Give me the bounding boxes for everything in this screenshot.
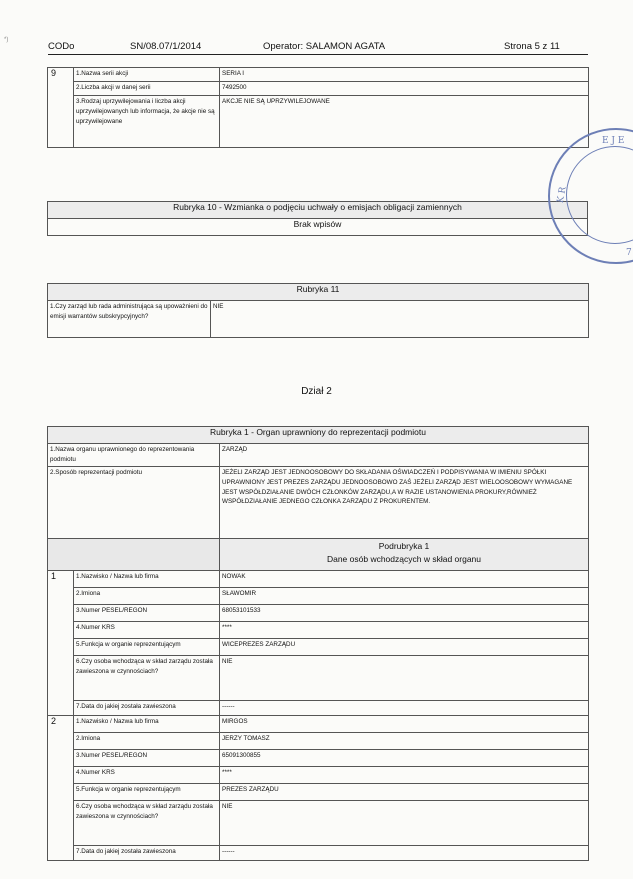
field-label: 2.Liczba akcji w danej serii bbox=[74, 82, 220, 96]
stamp-inner-ring bbox=[566, 146, 633, 244]
field-value: ZARZĄD bbox=[220, 444, 589, 467]
rubryka11-title: Rubryka 11 bbox=[48, 284, 589, 301]
stamp-text-bottom: 7 bbox=[626, 248, 632, 258]
field-value: PREZES ZARZĄDU bbox=[220, 784, 589, 801]
podrubryka-title: Podrubryka 1 bbox=[378, 541, 430, 551]
section9-number: 9 bbox=[48, 68, 74, 148]
field-value: SERIA I bbox=[220, 68, 589, 82]
field-label: 6.Czy osoba wchodząca w skład zarządu została zawieszona w czynnościach? bbox=[74, 656, 220, 701]
podrubryka-heading bbox=[220, 539, 589, 571]
rubryka11-table bbox=[47, 283, 589, 338]
field-label: 3.Numer PESEL/REGON bbox=[74, 605, 220, 622]
field-label: 1.Nazwisko / Nazwa lub firma bbox=[74, 571, 220, 588]
field-label: 1.Nazwa organu uprawnionego do reprezentowania podmiotu bbox=[48, 444, 220, 467]
dzial-heading: Dział 2 bbox=[301, 386, 332, 397]
field-label: 7.Data do jakiej została zawieszona bbox=[74, 846, 220, 861]
field-value: NIE bbox=[220, 801, 589, 846]
header-code: CODo bbox=[48, 41, 75, 52]
field-label: 7.Data do jakiej została zawieszona bbox=[74, 701, 220, 716]
podrubryka-subtitle: Dane osób wchodzących w skład organu bbox=[326, 554, 482, 564]
field-label: 2.Imiona bbox=[74, 588, 220, 605]
field-label: 2.Sposób reprezentacji podmiotu bbox=[48, 467, 220, 539]
header-page: Strona 5 z 11 bbox=[504, 41, 560, 52]
stamp-text-top: E J E bbox=[602, 136, 625, 146]
margin-mark: *) bbox=[4, 37, 9, 43]
rubryka10-table bbox=[47, 201, 588, 236]
field-label: 4.Numer KRS bbox=[74, 767, 220, 784]
field-label: 4.Numer KRS bbox=[74, 622, 220, 639]
header-doc-number: SN/08.07/1/2014 bbox=[130, 41, 202, 52]
field-value: **** bbox=[220, 767, 589, 784]
field-label: 1.Czy zarząd lub rada administrująca są upoważnieni do emisji warrantów subskrypcyjnych? bbox=[48, 301, 211, 338]
field-value: 65091300855 bbox=[220, 750, 589, 767]
field-label: 6.Czy osoba wchodząca w skład zarządu została zawieszona w czynnościach? bbox=[74, 801, 220, 846]
rubryka1-table bbox=[47, 426, 589, 861]
stamp-text-left: K R bbox=[555, 186, 569, 204]
field-value: JERZY TOMASZ bbox=[220, 733, 589, 750]
field-label: 5.Funkcja w organie reprezentującym bbox=[74, 784, 220, 801]
field-value: NIE bbox=[220, 656, 589, 701]
field-label: 5.Funkcja w organie reprezentującym bbox=[74, 639, 220, 656]
official-stamp bbox=[548, 128, 633, 264]
rubryka10-value: Brak wpisów bbox=[48, 219, 588, 236]
page-header bbox=[48, 40, 588, 54]
field-label: 1.Nazwisko / Nazwa lub firma bbox=[74, 716, 220, 733]
podrubryka-spacer bbox=[48, 539, 220, 571]
field-value: **** bbox=[220, 622, 589, 639]
field-label: 1.Nazwa serii akcji bbox=[74, 68, 220, 82]
field-value: ------ bbox=[220, 846, 589, 861]
field-value: NIE bbox=[211, 301, 589, 338]
field-value: JEŻELI ZARZĄD JEST JEDNOOSOBOWY DO SKŁADANIA OŚWIADCZEŃ I PODPISYWANIA W IMIENIU SPÓŁKI UPRAWNIONY JEST PREZES ZARZĄDU JEDNOOSOBOWO ZAŚ JEŻELI ZARZĄD JEST WIELOOSOBOWY WYMAGANE JEST WSPÓŁDZIAŁANIE DWÓCH CZŁONKÓW ZARZĄDU,A W RAZIE USTANOWIENIA PROKURY,RÓWNIEŻ WSPÓŁDZIAŁANIE JEDNEGO CZŁONKA ZARZĄDU Z PROKURENTEM. bbox=[220, 467, 589, 539]
field-value: ------ bbox=[220, 701, 589, 716]
rubryka10-title: Rubryka 10 - Wzmianka o podjęciu uchwały o emisjach obligacji zamiennych bbox=[48, 202, 588, 219]
rubryka1-title: Rubryka 1 - Organ uprawniony do reprezentacji podmiotu bbox=[48, 427, 589, 444]
field-label: 3.Rodzaj uprzywilejowania i liczba akcji uprzywilejowanych lub informacja, że akcje nie są uprzywilejowane bbox=[74, 96, 220, 148]
header-divider bbox=[48, 54, 588, 55]
header-operator: Operator: SALAMON AGATA bbox=[263, 41, 386, 52]
field-value: SŁAWOMIR bbox=[220, 588, 589, 605]
field-value: WICEPREZES ZARZĄDU bbox=[220, 639, 589, 656]
person-number: 2 bbox=[48, 716, 74, 861]
field-value: NOWAK bbox=[220, 571, 589, 588]
field-value: 7492500 bbox=[220, 82, 589, 96]
field-value: 68053101533 bbox=[220, 605, 589, 622]
person-number: 1 bbox=[48, 571, 74, 716]
field-label: 2.Imiona bbox=[74, 733, 220, 750]
field-label: 3.Numer PESEL/REGON bbox=[74, 750, 220, 767]
field-value: AKCJE NIE SĄ UPRZYWILEJOWANE bbox=[220, 96, 589, 148]
section9-table bbox=[47, 67, 589, 148]
field-value: MIRGOS bbox=[220, 716, 589, 733]
